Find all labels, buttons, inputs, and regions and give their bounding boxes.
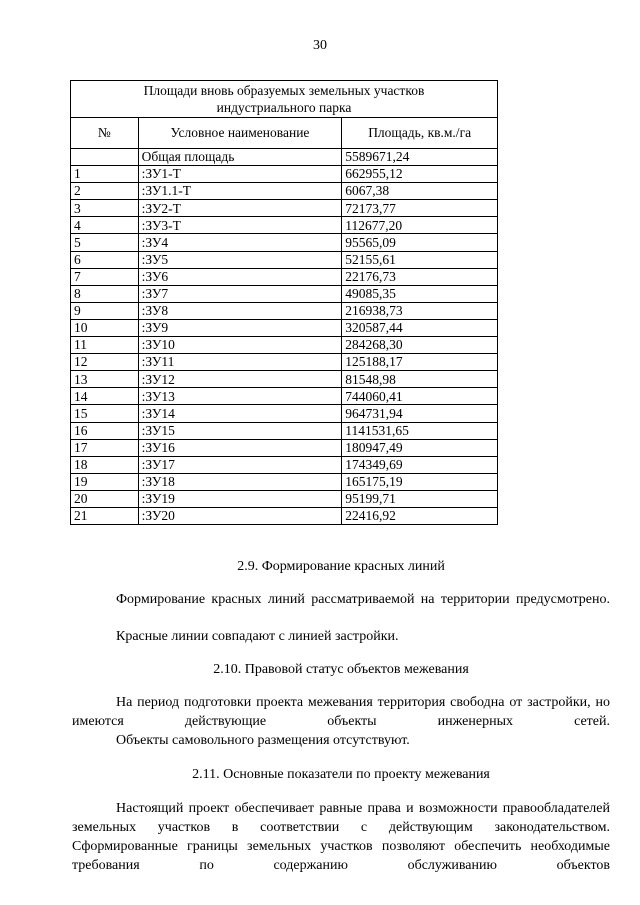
cell-num: 19 (71, 473, 139, 490)
cell-area: 180947,49 (342, 439, 498, 456)
cell-num: 9 (71, 302, 139, 319)
table-row (71, 166, 498, 183)
table-row (71, 354, 498, 371)
cell-num: 10 (71, 319, 139, 336)
table-row (71, 507, 498, 524)
section-2-10-para2: Объекты самовольного размещения отсутствуют. (116, 733, 410, 748)
cell-num: 3 (71, 200, 139, 217)
table-row (71, 251, 498, 268)
cell-name: :ЗУ14 (138, 405, 342, 422)
table-row (71, 234, 498, 251)
table-row (71, 302, 498, 319)
table-row (71, 217, 498, 234)
cell-name: :ЗУ3-Т (138, 217, 342, 234)
cell-area: 22416,92 (342, 507, 498, 524)
cell-name: :ЗУ2-Т (138, 200, 342, 217)
table-title-line2: индустриального парка (216, 100, 352, 115)
cell-area: 320587,44 (342, 319, 498, 336)
table-title (71, 81, 498, 118)
cell-area: 125188,17 (342, 354, 498, 371)
cell-name: :ЗУ11 (138, 354, 342, 371)
cell-num: 5 (71, 234, 139, 251)
table-header-row (71, 118, 498, 149)
cell-name: :ЗУ20 (138, 507, 342, 524)
cell-num: 11 (71, 337, 139, 354)
cell-area: 22176,73 (342, 268, 498, 285)
total-row (71, 149, 498, 166)
section-2-10-heading: 2.10. Правовой статус объектов межевания (213, 662, 469, 677)
cell-num: 14 (71, 388, 139, 405)
table-row (71, 490, 498, 507)
table-row (71, 337, 498, 354)
table-row (71, 422, 498, 439)
cell-area: 1141531,65 (342, 422, 498, 439)
cell-area: 216938,73 (342, 302, 498, 319)
table-row (71, 473, 498, 490)
table-row (71, 183, 498, 200)
cell-num: 13 (71, 371, 139, 388)
total-num (71, 149, 139, 166)
cell-num: 2 (71, 183, 139, 200)
cell-area: 284268,30 (342, 337, 498, 354)
cell-name: :ЗУ12 (138, 371, 342, 388)
section-2-9-para1: Формирование красных линий рассматриваемой на территории предусмотрено. (116, 592, 610, 607)
cell-area: 165175,19 (342, 473, 498, 490)
table-row (71, 388, 498, 405)
table-row (71, 439, 498, 456)
cell-area: 95565,09 (342, 234, 498, 251)
cell-area: 964731,94 (342, 405, 498, 422)
land-areas-table (70, 80, 498, 525)
section-2-11-para1: Настоящий проект обеспечивает равные права и возможности правообладателей земельных участков в соответствии с действующим законодательством. Сформированные границы земельных участков позволяют обеспечить необходимые требования по содержанию обслуживанию объектов (72, 801, 610, 873)
cell-num: 12 (71, 354, 139, 371)
cell-area: 744060,41 (342, 388, 498, 405)
header-area: Площадь, кв.м./га (342, 118, 498, 149)
cell-name: :ЗУ8 (138, 302, 342, 319)
table-row (71, 405, 498, 422)
cell-area: 72173,77 (342, 200, 498, 217)
cell-name: :ЗУ7 (138, 285, 342, 302)
cell-area: 81548,98 (342, 371, 498, 388)
table-row (71, 268, 498, 285)
cell-num: 18 (71, 456, 139, 473)
cell-name: :ЗУ5 (138, 251, 342, 268)
cell-name: :ЗУ15 (138, 422, 342, 439)
cell-name: :ЗУ16 (138, 439, 342, 456)
cell-num: 7 (71, 268, 139, 285)
cell-area: 6067,38 (342, 183, 498, 200)
cell-name: :ЗУ4 (138, 234, 342, 251)
table-row (71, 285, 498, 302)
cell-area: 174349,69 (342, 456, 498, 473)
cell-area: 662955,12 (342, 166, 498, 183)
table-row (71, 319, 498, 336)
cell-num: 15 (71, 405, 139, 422)
section-2-10-para1: На период подготовки проекта межевания территория свободна от застройки, но имеются действующие объекты инженерных сетей. (72, 695, 610, 729)
cell-num: 21 (71, 507, 139, 524)
cell-num: 8 (71, 285, 139, 302)
cell-num: 20 (71, 490, 139, 507)
section-2-11-heading: 2.11. Основные показатели по проекту межевания (192, 767, 490, 782)
cell-name: :ЗУ17 (138, 456, 342, 473)
cell-name: :ЗУ10 (138, 337, 342, 354)
header-name: Условное наименование (138, 118, 342, 149)
cell-num: 4 (71, 217, 139, 234)
cell-name: :ЗУ9 (138, 319, 342, 336)
table-row (71, 456, 498, 473)
cell-name: :ЗУ18 (138, 473, 342, 490)
cell-area: 95199,71 (342, 490, 498, 507)
section-2-9-para2: Красные линии совпадают с линией застройки. (116, 629, 399, 644)
total-name: Общая площадь (138, 149, 342, 166)
page-number: 30 (313, 38, 327, 53)
cell-area: 49085,35 (342, 285, 498, 302)
header-number: № (71, 118, 139, 149)
cell-name: :ЗУ19 (138, 490, 342, 507)
table-title-line1: Площади вновь образуемых земельных участков (143, 83, 425, 98)
cell-num: 16 (71, 422, 139, 439)
cell-num: 1 (71, 166, 139, 183)
table-row (71, 200, 498, 217)
cell-name: :ЗУ6 (138, 268, 342, 285)
table-row (71, 371, 498, 388)
cell-name: :ЗУ1.1-Т (138, 183, 342, 200)
cell-name: :ЗУ1-Т (138, 166, 342, 183)
cell-num: 17 (71, 439, 139, 456)
cell-num: 6 (71, 251, 139, 268)
section-2-9-heading: 2.9. Формирование красных линий (237, 559, 445, 574)
cell-area: 112677,20 (342, 217, 498, 234)
total-area: 5589671,24 (342, 149, 498, 166)
cell-area: 52155,61 (342, 251, 498, 268)
cell-name: :ЗУ13 (138, 388, 342, 405)
